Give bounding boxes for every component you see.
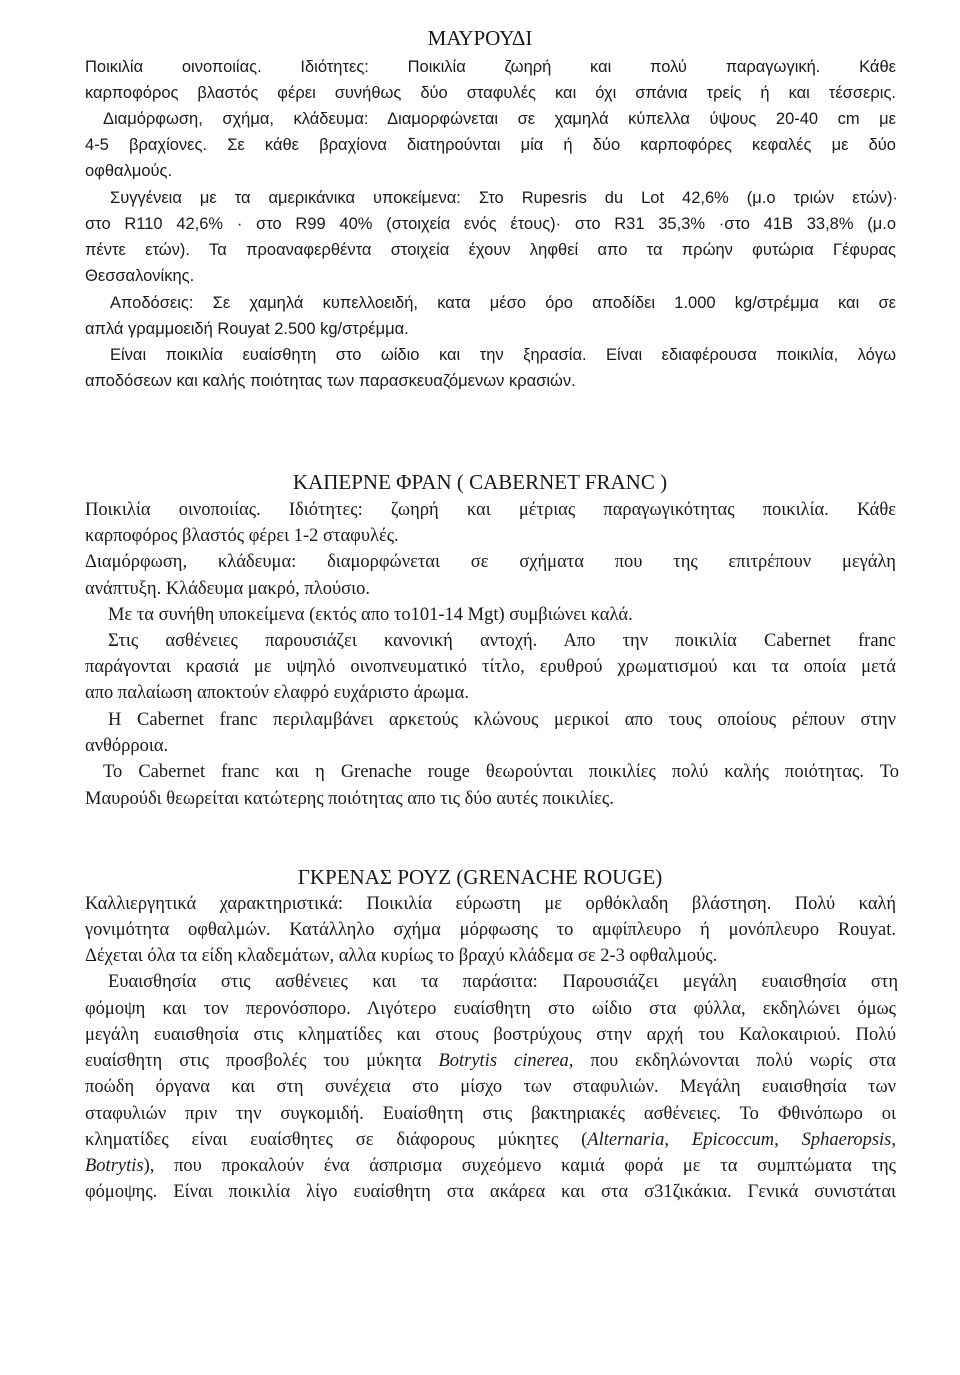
- text-line: Με τα συνήθη υποκείμενα (εκτός απο το101-14 Mgt) συμβιώνει καλά.: [108, 605, 633, 625]
- text-line: Συγγένεια με τα αμερικάνικα υποκείμενα: Στο Rupesris du Lot 42,6% (μ.ο τριών ετών)·: [110, 189, 898, 207]
- text-line: παράγονται κρασιά με υψηλό οινοπνευματικό τίτλο, ερυθρού χρωματισμού και τα οποία μετά: [85, 657, 896, 677]
- text-line: Διαμόρφωση, σχήμα, κλάδευμα: Διαμορφώνεται σε χαμηλά κύπελλα ύψους 20-40 cm με: [103, 110, 896, 128]
- text-line: Το Cabernet franc και η Grenache rouge θεωρούνται ποικιλίες πολύ καλής ποιότητας. Το: [103, 762, 899, 782]
- section-title-cabernet-franc: ΚΑΠΕΡΝΕ ΦΡΑΝ ( CABERNET FRANC ): [292, 470, 668, 494]
- section-title-grenache-rouge: ΓΚΡΕΝΑΣ ΡΟΥΖ (GRENACHE ROUGE): [297, 865, 663, 889]
- text-line: [85, 1048, 896, 1074]
- text-line: Στις ασθένειες παρουσιάζει κανονική αντοχή. Απο την ποικιλία Cabernet franc: [108, 631, 896, 651]
- text-line: Διαμόρφωση, κλάδευμα: διαμορφώνεται σε σχήματα που της επιτρέπουν μεγάλη: [85, 552, 896, 572]
- fungi-name: Botrytis: [85, 1156, 144, 1176]
- text-line: Η Cabernet franc περιλαμβάνει αρκετούς κλώνους μερικοί απο τους οποίους ρέπουν στην: [108, 710, 896, 730]
- text-line: απο παλαίωση αποκτούν ελαφρό ευχάριστο άρωμα.: [85, 683, 469, 703]
- text-line: σταφυλιών πριν την συγκομιδή. Ευαίσθητη στις βακτηριακές ασθένειες. Το Φθινόπωρο οι: [85, 1104, 896, 1124]
- text-line: ανθόρροια.: [85, 736, 169, 756]
- text-line: ποώδη όργανα και στη συνέχεια στο μίσχο των σταφυλιών. Μεγάλη ευαισθησία των: [85, 1077, 896, 1097]
- text-line: οφθαλμούς.: [85, 162, 173, 180]
- text-line: Καλλιεργητικά χαρακτηριστικά: Ποικιλία εύρωστη με ορθόκλαδη βλάστηση. Πολύ καλή: [85, 894, 896, 914]
- text-line: Ευαισθησία στις ασθένειες και τα παράσιτα: Παρουσιάζει μεγάλη ευαισθησία στη: [108, 972, 898, 992]
- text-run: ευαίσθητη στις προσβολές του μύκητα: [85, 1051, 439, 1071]
- text-line: ανάπτυξη. Κλάδευμα μακρό, πλούσιο.: [85, 579, 370, 599]
- text-line: μεγάλη ευαισθησία στις κληματίδες και στους βοστρύχους στην αρχή του Καλοκαιριού. Πολύ: [85, 1025, 896, 1045]
- text-line: στο R110 42,6% · στο R99 40% (στοιχεία ενός έτους)· στο R31 35,3% ·στο 41B 33,8% (μ.ο: [85, 215, 896, 233]
- text-line: Ποικιλία οινοποιίας. Ιδιότητες: Ποικιλία ζωηρή και πολύ παραγωγική. Κάθε: [85, 58, 896, 76]
- text-run: ), που προκαλούν ένα άσπρισμα συχεόμενο καμιά φορά με τα συμπτώματα της: [143, 1156, 896, 1176]
- text-line: πέντε ετών). Τα προαναφερθέντα στοιχεία έχουν ληφθεί απο τα πρώην φυτώρια Γέφυρας: [85, 241, 896, 259]
- species-name: Botrytis cinerea,: [438, 1051, 574, 1071]
- text-line: 4-5 βραχίονες. Σε κάθε βραχίονα διατηρούνται μία ή δύο καρποφόρες κεφαλές με δύο: [85, 136, 896, 154]
- text-line: γονιμότητα οφθαλμών. Κατάλληλο σχήμα μόρφωσης το αμφίπλευρο ή μονόπλευρο Rouyat.: [85, 920, 896, 940]
- text-line: Δέχεται όλα τα είδη κλαδεμάτων, αλλα κυρίως το βραχύ κλάδεμα σε 2-3 οφθαλμούς.: [85, 946, 718, 966]
- text-line: φόμοψη και τον περονόσπορο. Λιγότερο ευαίσθητη στο ωίδιο στα φύλλα, εκδηλώνει όμως: [85, 999, 896, 1019]
- text-line: [85, 1153, 896, 1179]
- text-run: που εκδηλώνονται πολύ νωρίς στα: [573, 1051, 896, 1071]
- text-line: φόμοψης. Είναι ποικιλία λίγο ευαίσθητη στα ακάρεα και στα σ31ζικάκια. Γενικά συνιστάται: [85, 1182, 896, 1202]
- text-line: Ποικιλία οινοποιίας. Ιδιότητες: ζωηρή και μέτριας παραγωγικότητας ποικιλία. Κάθε: [85, 500, 896, 520]
- section-title-mavroudi: ΜΑΥΡΟΥΔΙ: [427, 26, 533, 50]
- text-line: καρποφόρος βλαστός φέρει συνήθως δύο σταφυλές και όχι σπάνια τρείς ή και τέσσερις.: [85, 84, 896, 102]
- text-line: καρποφόρος βλαστός φέρει 1-2 σταφυλές.: [85, 526, 399, 546]
- text-line: αποδόσεων και καλής ποιότητας των παρασκευαζόμενων κρασιών.: [85, 372, 576, 390]
- text-run: κληματίδες είναι ευαίσθητες σε διάφορους μύκητες (: [85, 1130, 588, 1150]
- text-line: Αποδόσεις: Σε χαμηλά κυπελλοειδή, κατα μέσο όρο αποδίδει 1.000 kg/στρέμμα και σε: [110, 294, 896, 312]
- text-line: Θεσσαλονίκης.: [85, 267, 195, 285]
- text-line: απλά γραμμοειδή Rouyat 2.500 kg/στρέμμα.: [85, 320, 409, 338]
- text-line: Είναι ποικιλία ευαίσθητη στο ωίδιο και την ξηρασία. Είναι εδιαφέρουσα ποικιλία, λόγω: [110, 346, 896, 364]
- text-line: Μαυρούδι θεωρείται κατώτερης ποιότητας απο τις δύο αυτές ποικιλίες.: [85, 789, 614, 809]
- text-line: [85, 1127, 896, 1153]
- fungi-names: Alternaria, Epicoccum, Sphaeropsis,: [587, 1130, 896, 1150]
